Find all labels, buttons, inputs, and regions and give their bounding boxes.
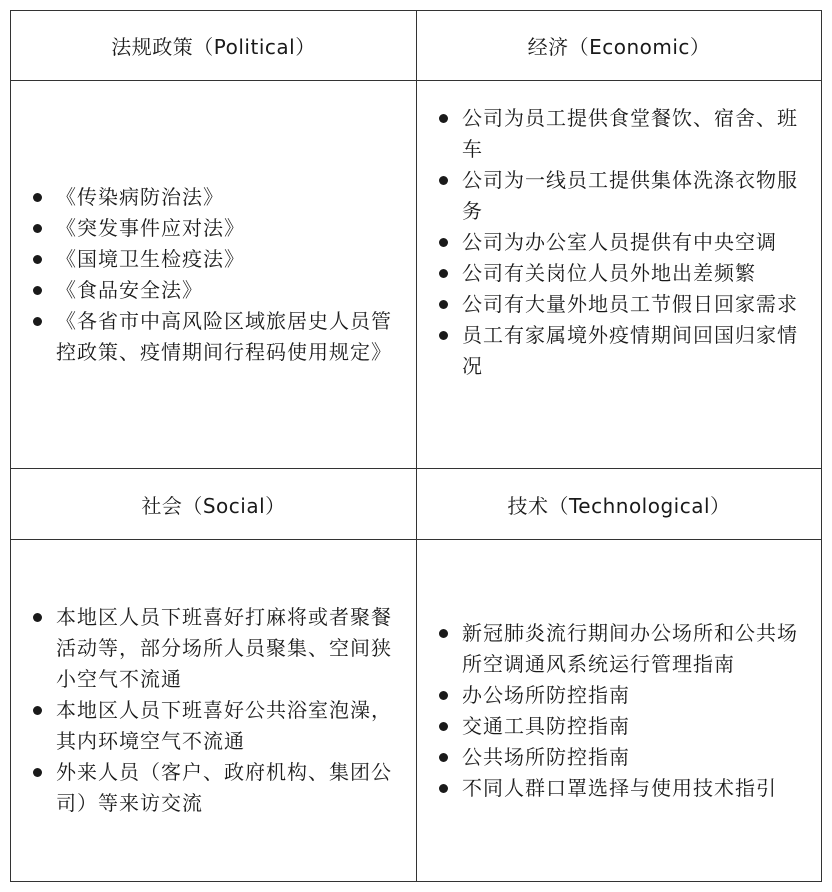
political-body [11, 81, 417, 469]
pest-table [10, 10, 822, 882]
economic-list [435, 103, 803, 382]
bullet-icon [33, 286, 42, 295]
technological-title: 技术（Technological） [507, 493, 731, 518]
bullet-icon [439, 300, 448, 309]
economic-header [417, 11, 821, 81]
economic-body [417, 81, 821, 469]
political-header [11, 11, 417, 81]
bullet-icon [439, 176, 448, 185]
list-item: 公司有大量外地员工节假日回家需求 [435, 289, 803, 320]
list-item: 《突发事件应对法》 [29, 213, 398, 244]
bullet-icon [439, 331, 448, 340]
list-item: 办公场所防控指南 [435, 680, 803, 711]
bullet-icon [33, 224, 42, 233]
bullet-icon [33, 613, 42, 622]
bullet-icon [439, 269, 448, 278]
bullet-icon [439, 691, 448, 700]
bullet-icon [439, 753, 448, 762]
bullet-icon [33, 706, 42, 715]
economic-title: 经济（Economic） [527, 35, 711, 59]
bullet-icon [439, 238, 448, 247]
bullet-icon [439, 629, 448, 638]
list-item: 公司为员工提供食堂餐饮、宿舍、班车 [435, 103, 803, 165]
list-item: 本地区人员下班喜好打麻将或者聚餐活动等，部分场所人员聚集、空间狭小空气不流通 [29, 602, 398, 695]
bullet-icon [439, 722, 448, 731]
list-item: 《国境卫生检疫法》 [29, 244, 398, 275]
technological-header [417, 469, 821, 540]
social-body [11, 540, 417, 881]
bullet-icon [33, 255, 42, 264]
political-title: 法规政策（Political） [111, 35, 316, 59]
bullet-icon [33, 768, 42, 777]
list-item: 《食品安全法》 [29, 275, 398, 306]
political-list [29, 182, 398, 368]
list-item: 本地区人员下班喜好公共浴室泡澡，其内环境空气不流通 [29, 695, 398, 757]
bullet-icon [33, 193, 42, 202]
list-item: 公司为办公室人员提供有中央空调 [435, 227, 803, 258]
technological-body [417, 540, 821, 881]
social-list [29, 602, 398, 819]
bullet-icon [439, 784, 448, 793]
list-item: 《各省市中高风险区域旅居史人员管控政策、疫情期间行程码使用规定》 [29, 306, 398, 368]
list-item: 交通工具防控指南 [435, 711, 803, 742]
social-header [11, 469, 417, 540]
list-item: 公司为一线员工提供集体洗涤衣物服务 [435, 165, 803, 227]
bullet-icon [439, 114, 448, 123]
list-item: 外来人员（客户、政府机构、集团公司）等来访交流 [29, 757, 398, 819]
technological-list [435, 618, 803, 804]
list-item: 不同人群口罩选择与使用技术指引 [435, 773, 803, 804]
list-item: 《传染病防治法》 [29, 182, 398, 213]
social-title: 社会（Social） [141, 493, 286, 518]
list-item: 公司有关岗位人员外地出差频繁 [435, 258, 803, 289]
list-item: 公共场所防控指南 [435, 742, 803, 773]
list-item: 新冠肺炎流行期间办公场所和公共场所空调通风系统运行管理指南 [435, 618, 803, 680]
bullet-icon [33, 317, 42, 326]
list-item: 员工有家属境外疫情期间回国归家情况 [435, 320, 803, 382]
